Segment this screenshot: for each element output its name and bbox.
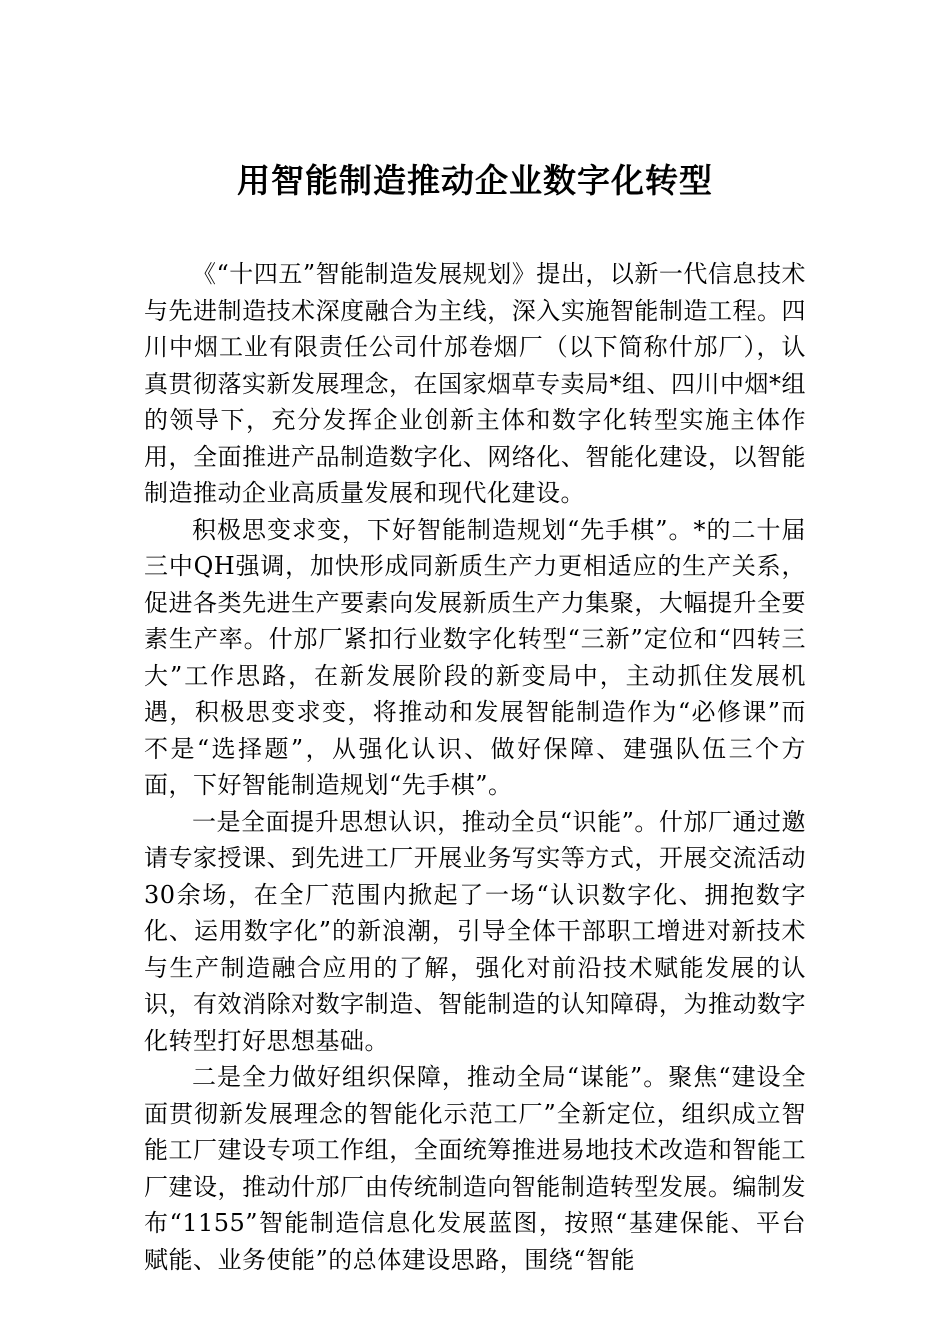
paragraph-awareness: 一是全面提升思想认识，推动全员“识能”。什邡厂通过邀请专家授课、到先进工厂开展业务写实等方式，开展交流活动30余场，在全厂范围内掀起了一场“认识数字化、拥抱数字化、运用数字化”的新浪潮，引导全体干部职工增进对新技术与生产制造融合应用的了解，强化对前沿技术赋能发展的认识，有效消除对数字制造、智能制造的认知障碍，为推动数字化转型打好思想基础。 — [144, 807, 806, 1055]
paragraph-organization: 二是全力做好组织保障，推动全局“谋能”。聚焦“建设全面贯彻新发展理念的智能化示范工厂”全新定位，组织成立智能工厂建设专项工作组，全面统筹推进易地技术改造和智能工厂建设，推动什邡厂由传统制造向智能制造转型发展。编制发布“1155”智能制造信息化发展蓝图，按照“基建保能、平台赋能、业务使能”的总体建设思路，围绕“智能 — [144, 1063, 806, 1274]
document-body — [144, 256, 806, 1278]
paragraph-planning: 积极思变求变，下好智能制造规划“先手棋”。*的二十届三中QH强调，加快形成同新质生产力更相适应的生产关系，促进各类先进生产要素向发展新质生产力集聚，大幅提升全要素生产率。什邡厂紧扣行业数字化转型“三新”定位和“四转三大”工作思路，在新发展阶段的新变局中，主动抓住发展机遇，积极思变求变，将推动和发展智能制造作为“必修课”而不是“选择题”，从强化认识、做好保障、建强队伍三个方面，下好智能制造规划“先手棋”。 — [144, 515, 806, 799]
paragraph-intro: 《“十四五”智能制造发展规划》提出，以新一代信息技术与先进制造技术深度融合为主线，深入实施智能制造工程。四川中烟工业有限责任公司什邡卷烟厂（以下简称什邡厂），认真贯彻落实新发展理念，在国家烟草专卖局*组、四川中烟*组的领导下，充分发挥企业创新主体和数字化转型实施主体作用，全面推进产品制造数字化、网络化、智能化建设，以智能制造推动企业高质量发展和现代化建设。 — [144, 260, 806, 507]
document-title: 用智能制造推动企业数字化转型 — [237, 161, 713, 200]
